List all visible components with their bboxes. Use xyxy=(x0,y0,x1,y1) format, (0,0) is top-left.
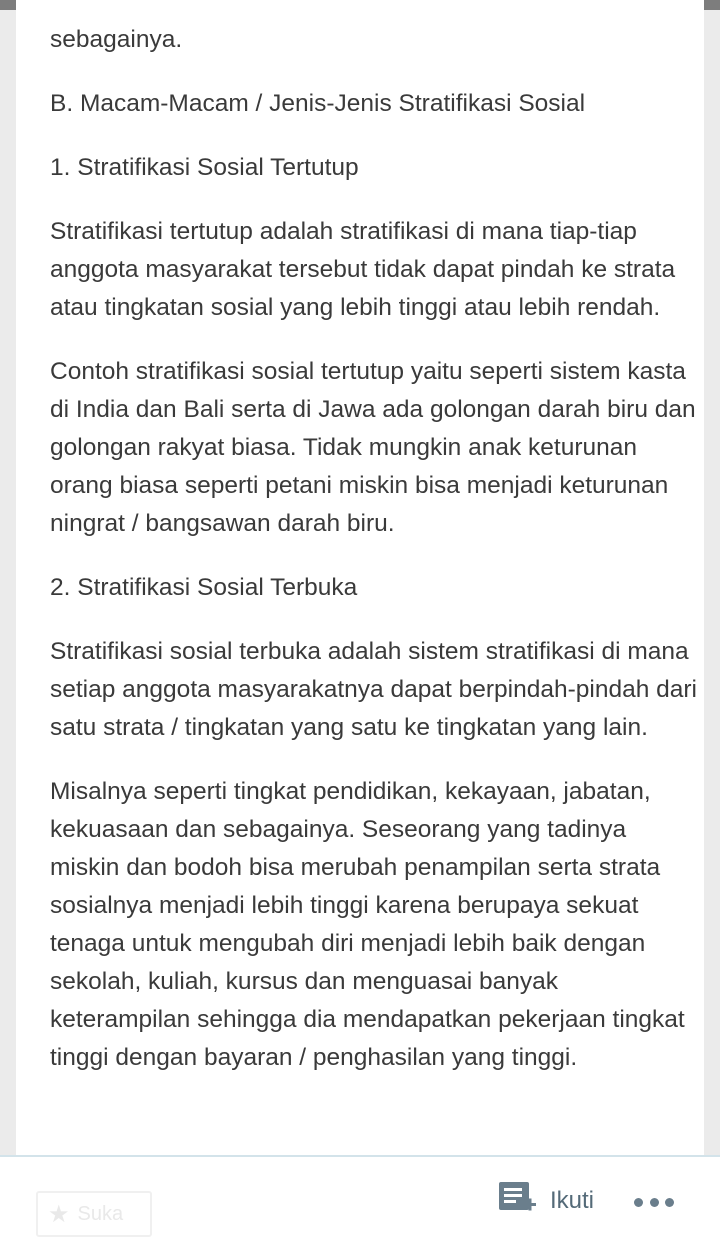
paragraph-continuation: sebagainya. xyxy=(50,26,183,53)
subsection-heading-open: 2. Stratifikasi Sosial Terbuka xyxy=(50,574,358,601)
paragraph-closed-example: Contoh stratifikasi sosial tertutup yaitu seperti sistem kasta di India dan Bali serta di Jawa ada golongan darah biru dan golongan rakyat biasa. Tidak mungkin anak keturunan orang biasa seperti petani miskin bisa menjadi keturunan ningrat / bangsawan darah biru. xyxy=(50,358,696,537)
follow-button[interactable] xyxy=(498,1183,594,1219)
paragraph-open-definition: Stratifikasi sosial terbuka adalah sistem stratifikasi di mana setiap anggota masyarakatnya dapat berpindah-pindah dari satu strata / tingkatan yang satu ke tingkatan yang lain. xyxy=(50,638,697,741)
subsection-heading-closed: 1. Stratifikasi Sosial Tertutup xyxy=(50,154,359,181)
star-icon: ★ xyxy=(48,1200,70,1228)
follow-label: Ikuti xyxy=(550,1187,595,1214)
like-button[interactable] xyxy=(36,1191,152,1237)
paragraph-open-example: Misalnya seperti tingkat pendidikan, kekayaan, jabatan, kekuasaan dan sebagainya. Seseorang yang tadinya miskin dan bodoh bisa merubah penampilan serta strata sosialnya menjadi lebih tinggi karena berupaya sekuat tenaga untuk mengubah diri menjadi lebih baik dengan sekolah, kuliah, kursus dan menguasai banyak keterampilan sehingga dia mendapatkan pekerjaan tingkat tinggi dengan bayaran / penghasilan yang tinggi. xyxy=(50,778,685,1071)
section-heading: B. Macam-Macam / Jenis-Jenis Stratifikasi Sosial xyxy=(50,90,586,117)
add-list-icon xyxy=(498,1179,538,1224)
like-label: Suka xyxy=(77,1202,124,1225)
article-card xyxy=(16,0,704,1242)
article-content xyxy=(50,21,702,1103)
more-dots-icon[interactable] xyxy=(634,1189,674,1215)
paragraph-closed-definition: Stratifikasi tertutup adalah stratifikasi di mana tiap-tiap anggota masyarakat tersebut tidak dapat pindah ke strata atau tingkatan sosial yang lebih tinggi atau lebih rendah. xyxy=(50,218,676,321)
bottom-action-bar xyxy=(0,1155,720,1244)
